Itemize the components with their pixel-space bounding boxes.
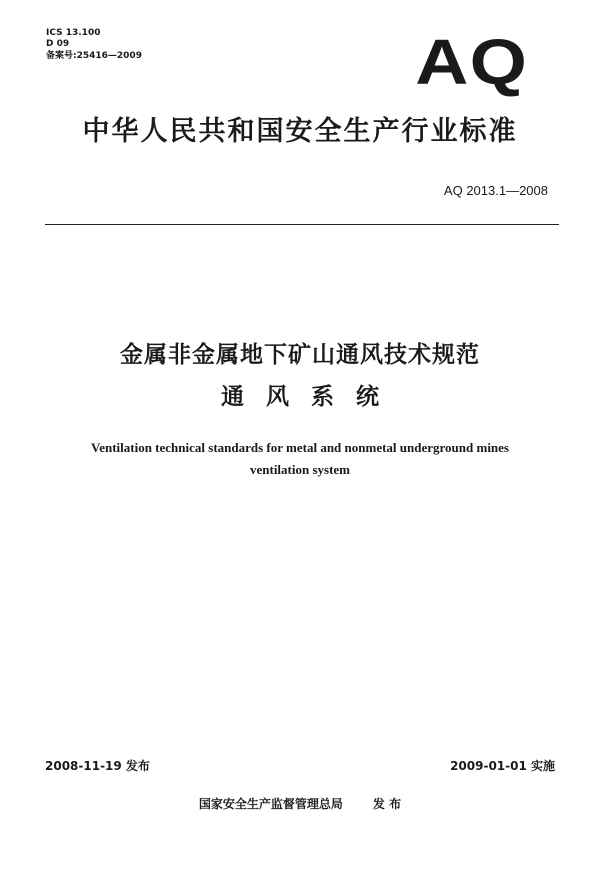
title-en-line1: Ventilation technical standards for metal and nonmetal underground mines	[91, 440, 509, 455]
standard-category: 中华人民共和国安全生产行业标准	[82, 116, 518, 147]
header-divider	[45, 224, 559, 225]
publisher-line	[0, 798, 600, 810]
issue-date: 2008-11-19 发布	[45, 759, 150, 773]
publisher-name: 国家安全生产监督管理总局	[198, 797, 343, 811]
standard-logo: AQ	[415, 26, 528, 98]
title-zh-line2: 通 风 系 统	[220, 384, 380, 410]
publish-label: 发 布	[372, 797, 402, 811]
ics-code: ICS 13.100	[46, 28, 101, 38]
title-zh-line1: 金属非金属地下矿山通风技术规范	[120, 342, 480, 368]
filing-number: 备案号:25416—2009	[46, 51, 142, 61]
standard-number: AQ 2013.1—2008	[443, 183, 548, 198]
ccs-code: D 09	[46, 39, 70, 49]
implement-date: 2009-01-01 实施	[450, 759, 555, 773]
title-en-line2: ventilation system	[249, 462, 351, 477]
